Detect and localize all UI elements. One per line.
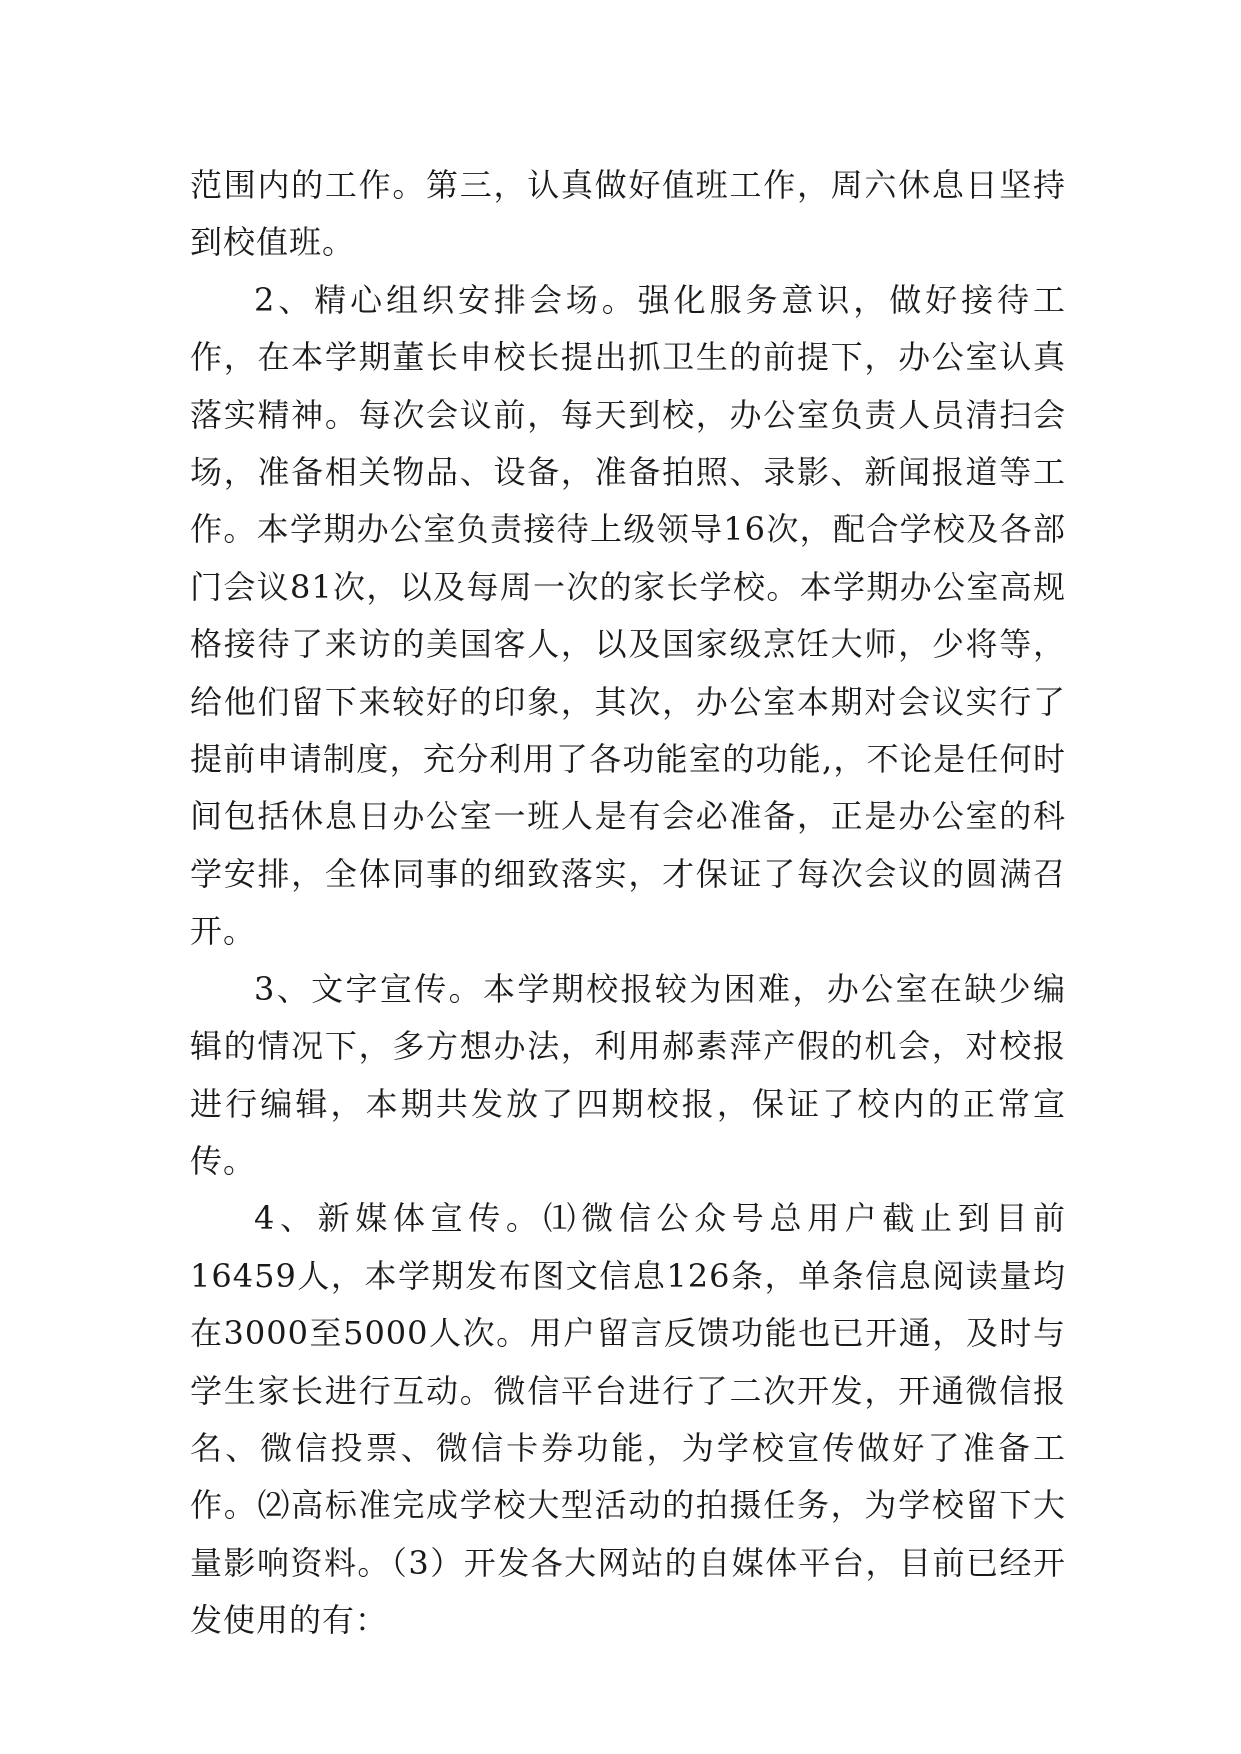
paragraph-venue-arrangement: 2、精心组织安排会场。强化服务意识，做好接待工作，在本学期董长申校长提出抓卫生的前提下，办公室认真落实精神。每次会议前，每天到校，办公室负责人员清扫会场，准备相关物品、设备，准备拍照、录影、新闻报道等工作。本学期办公室负责接待上级领导16次，配合学校及各部门会议81次，以及每周一次的家长学校。本学期办公室高规格接待了来访的美国客人，以及国家级烹饪大师，少将等，给他们留下来较好的印象，其次，办公室本期对会议实行了提前申请制度，充分利用了各功能室的功能,，不论是任何时间包括休息日办公室一班人是有会必准备，正是办公室的科学安排，全体同事的细致落实，才保证了每次会议的圆满召开。 (190, 280, 1066, 951)
document-body (190, 157, 1066, 1650)
paragraph-new-media: 4、新媒体宣传。⑴微信公众号总用户截止到目前16459人，本学期发布图文信息126条，单条信息阅读量均在3000至5000人次。用户留言反馈功能也已开通，及时与学生家长进行互动。微信平台进行了二次开发，开通微信报名、微信投票、微信卡券功能，为学校宣传做好了准备工作。⑵高标准完成学校大型活动的拍摄任务，为学校留下大量影响资料。（3）开发各大网站的自媒体平台，目前已经开发使用的有： (190, 1199, 1066, 1640)
paragraph-continuation: 范围内的工作。第三，认真做好值班工作，周六休息日坚持到校值班。 (190, 166, 1066, 262)
paragraph-text-publicity: 3、文字宣传。本学期校报较为困难，办公室在缺少编辑的情况下，多方想办法，利用郝素萍产假的机会，对校报进行编辑，本期共发放了四期校报，保证了校内的正常宣传。 (190, 969, 1066, 1180)
